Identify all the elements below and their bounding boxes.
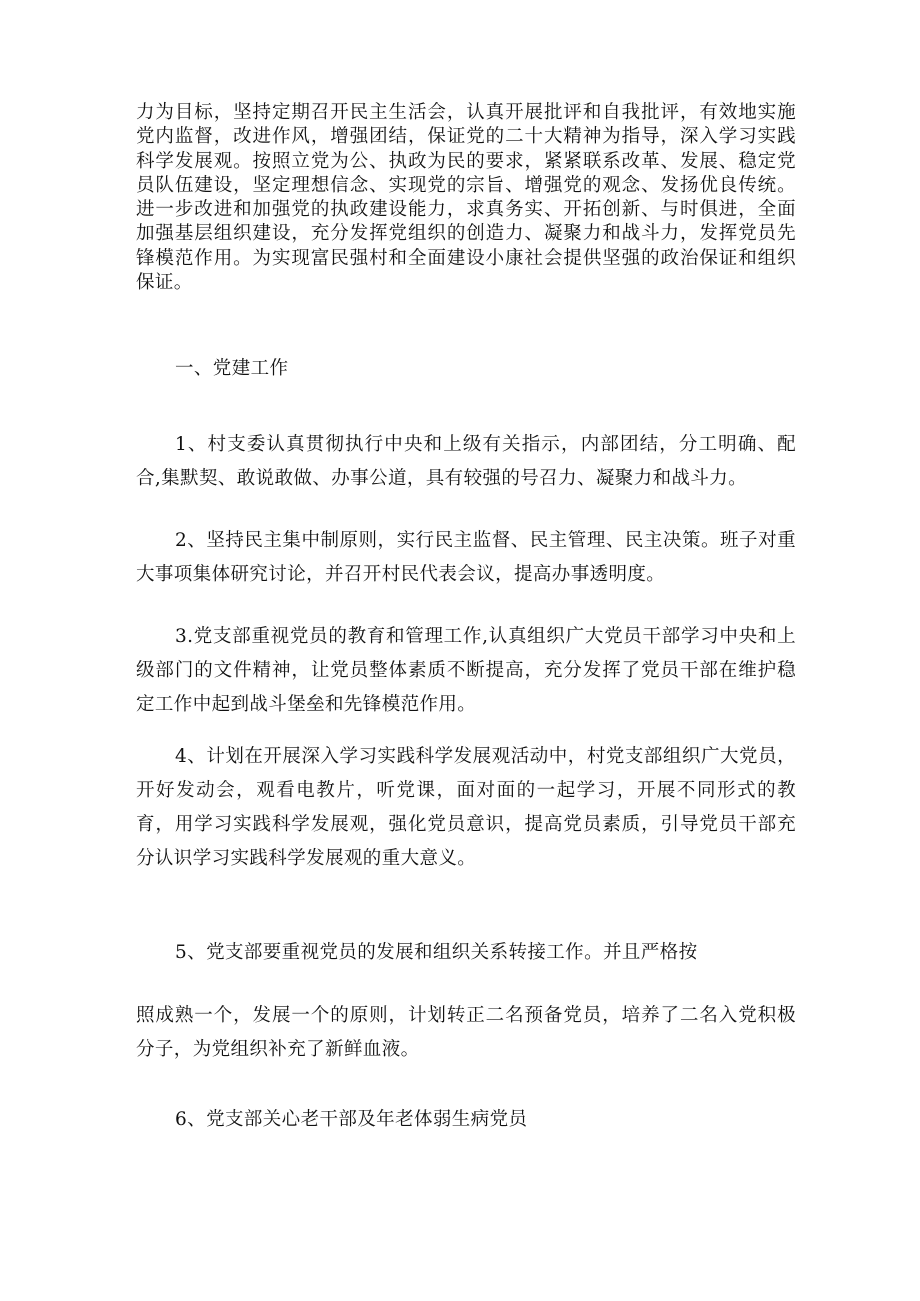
list-item-4: 4、计划在开展深入学习实践科学发展观活动中，村党支部组织广大党员，开好发动会，观看电教片，听党课，面对面的一起学习，开展不同形式的教育，用学习实践科学发展观，强化党员意识，提高党员素质，引导党员干部充分认识学习实践科学发展观的重大意义。	[136, 746, 796, 869]
section-heading: 一、党建工作	[175, 358, 289, 379]
list-item-6: 6、党支部关心老干部及年老体弱生病党员	[175, 1109, 528, 1130]
list-item-3: 3.党支部重视党员的教育和管理工作,认真组织广大党员干部学习中央和上级部门的文件精神，让党员整体素质不断提高，充分发挥了党员干部在维护稳定工作中起到战斗堡垒和先锋模范作用。	[136, 626, 796, 715]
list-item-5-continued: 照成熟一个，发展一个的原则，计划转正二名预备党员，培养了二名入党积极分子，为党组织补充了新鲜血液。	[136, 1005, 796, 1060]
list-item-2: 2、坚持民主集中制原则，实行民主监督、民主管理、民主决策。班子对重大事项集体研究讨论，并召开村民代表会议，提高办事透明度。	[136, 530, 796, 585]
intro-paragraph: 力为目标，坚持定期召开民主生活会，认真开展批评和自我批评，有效地实施党内监督，改进作风，增强团结，保证党的二十大精神为指导，深入学习实践科学发展观。按照立党为公、执政为民的要求，紧紧联系改革、发展、稳定党员队伍建设，坚定理想信念、实现党的宗旨、增强党的观念、发扬优良传统。进一步改进和加强党的执政建设能力，求真务实、开拓创新、与时俱进，全面加强基层组织建设，充分发挥党组织的创造力、凝聚力和战斗力，发挥党员先锋模范作用。为实现富民强村和全面建设小康社会提供坚强的政治保证和组织保证。	[136, 102, 796, 294]
list-item-1: 1、村支委认真贯彻执行中央和上级有关指示，内部团结，分工明确、配合,集默契、敢说敢做、办事公道，具有较强的号召力、凝聚力和战斗力。	[136, 434, 796, 489]
list-item-5: 5、党支部要重视党员的发展和组织关系转接工作。并且严格按	[175, 942, 698, 963]
